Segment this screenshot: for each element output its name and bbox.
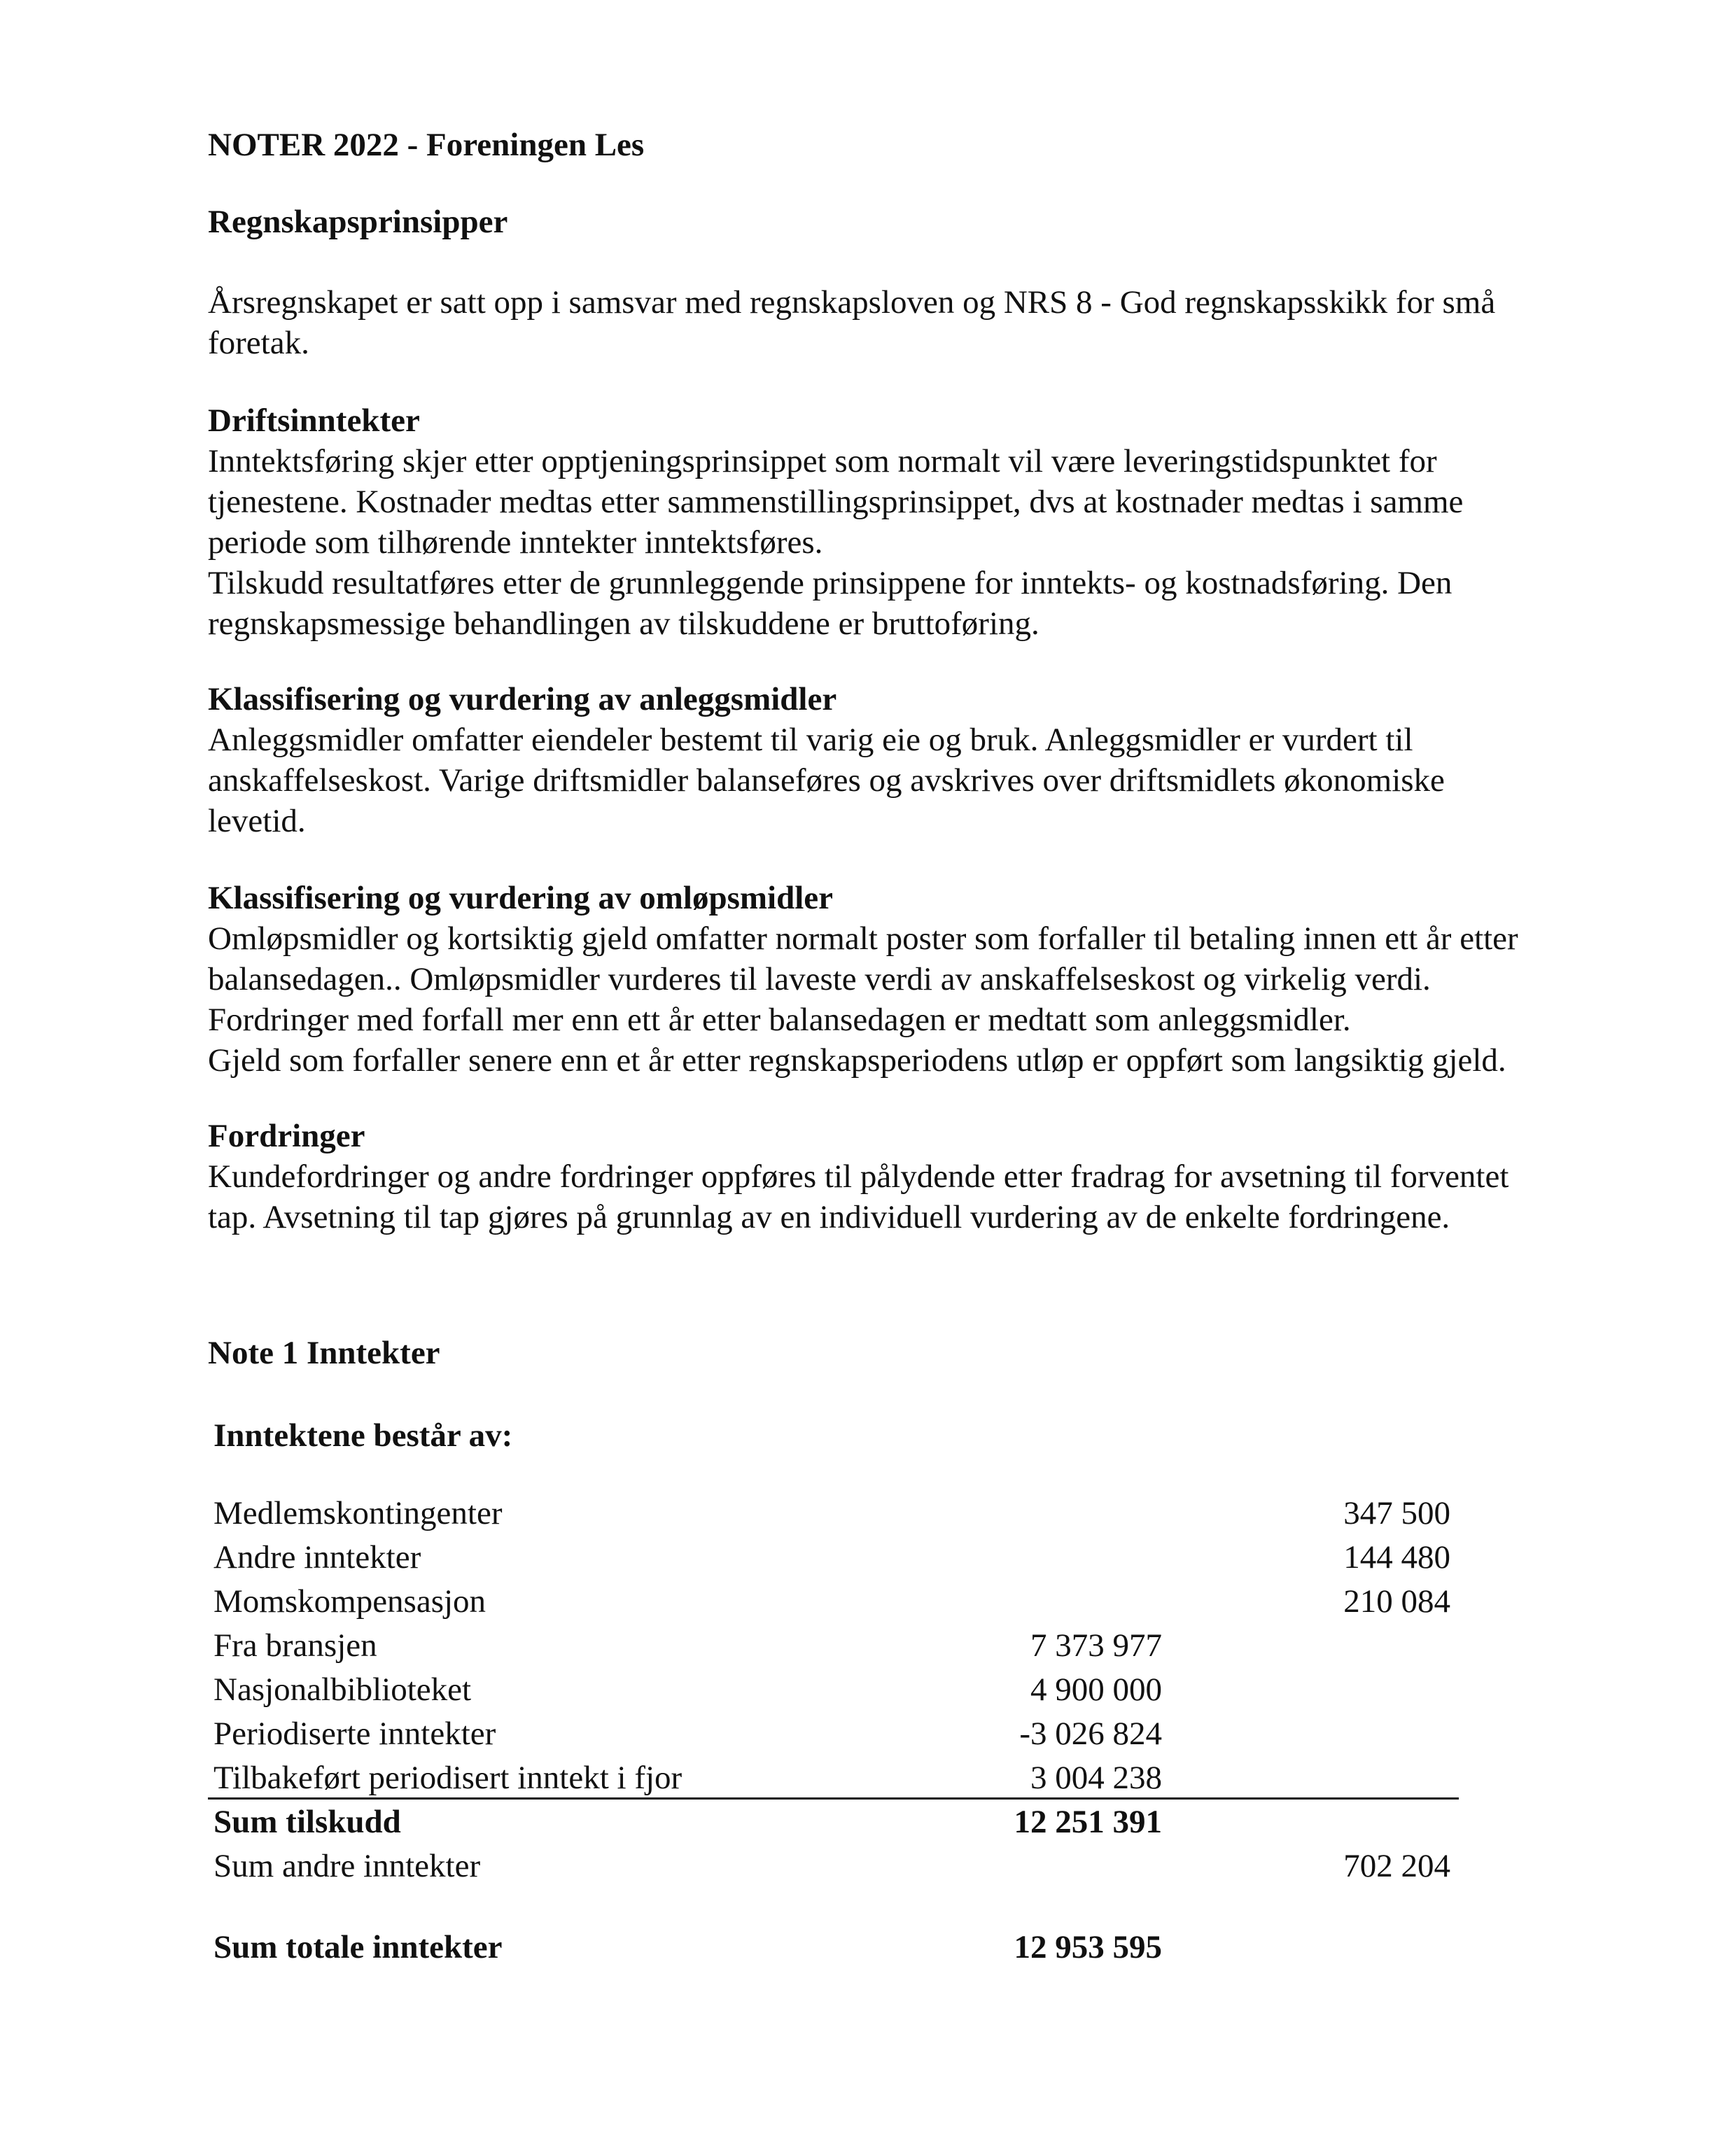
table-row-grant-value: 7 373 977 <box>1030 1627 1162 1664</box>
sum-total-value: 12 953 595 <box>1014 1929 1162 1965</box>
paragraph-line: Inntektsføring skjer etter opptjeningsprinsippet som normalt vil være leveringstidspunktet for <box>208 443 1437 479</box>
paragraph-line: tap. Avsetning til tap gjøres på grunnlag av en individuell vurdering av de enkelte fordringene. <box>208 1199 1450 1235</box>
table-row-label: Fra bransjen <box>214 1627 377 1664</box>
table-row-label: Momskompensasjon <box>214 1583 486 1620</box>
paragraph-line: Gjeld som forfaller senere enn et år etter regnskapsperiodens utløp er oppført som langsiktig gjeld. <box>208 1042 1506 1079</box>
document-title: NOTER 2022 - Foreningen Les <box>208 127 645 163</box>
paragraph-line: tjenestene. Kostnader medtas etter sammenstillingsprinsippet, dvs at kostnader medtas i samme <box>208 484 1464 520</box>
table-row-other-value: 347 500 <box>1343 1495 1450 1531</box>
paragraph-line: levetid. <box>208 803 306 839</box>
sum-other-label: Sum andre inntekter <box>214 1848 481 1884</box>
section-heading-principles: Regnskapsprinsipper <box>208 204 508 240</box>
note-subtitle: Inntektene består av: <box>214 1417 513 1454</box>
sum-grants-value: 12 251 391 <box>1014 1804 1162 1840</box>
table-row-other-value: 144 480 <box>1343 1539 1450 1576</box>
table-divider <box>208 1797 1459 1800</box>
table-row-label: Medlemskontingenter <box>214 1495 503 1531</box>
table-row-label: Periodiserte inntekter <box>214 1716 496 1752</box>
table-row-grant-value: 3 004 238 <box>1030 1760 1162 1796</box>
paragraph-line: foretak. <box>208 325 309 361</box>
table-row-label: Tilbakeført periodisert inntekt i fjor <box>214 1760 682 1796</box>
paragraph-line: Fordringer med forfall mer enn ett år etter balansedagen er medtatt som anleggsmidler. <box>208 1002 1351 1038</box>
paragraph-line: Årsregnskapet er satt opp i samsvar med regnskapsloven og NRS 8 - God regnskapsskikk for små <box>208 284 1496 321</box>
sum-other-value: 702 204 <box>1343 1848 1450 1884</box>
section-heading-fixed-assets: Klassifisering og vurdering av anleggsmidler <box>208 681 837 717</box>
note-title: Note 1 Inntekter <box>208 1335 440 1371</box>
table-row-grant-value: 4 900 000 <box>1030 1671 1162 1708</box>
section-heading-receivables: Fordringer <box>208 1118 365 1154</box>
table-row-label: Nasjonalbiblioteket <box>214 1671 472 1708</box>
table-row-other-value: 210 084 <box>1343 1583 1450 1620</box>
paragraph-line: Anleggsmidler omfatter eiendeler bestemt til varig eie og bruk. Anleggsmidler er vurdert til <box>208 722 1413 758</box>
paragraph-line: anskaffelseskost. Varige driftsmidler balanseføres og avskrives over driftsmidlets økonomiske <box>208 762 1445 799</box>
paragraph-line: Omløpsmidler og kortsiktig gjeld omfatter normalt poster som forfaller til betaling innen ett år etter <box>208 920 1518 957</box>
sum-total-label: Sum totale inntekter <box>214 1929 503 1965</box>
table-row-grant-value: -3 026 824 <box>1019 1716 1162 1752</box>
paragraph-line: Kundefordringer og andre fordringer oppføres til pålydende etter fradrag for avsetning til forventet <box>208 1158 1509 1195</box>
paragraph-line: periode som tilhørende inntekter inntektsføres. <box>208 524 823 561</box>
paragraph-line: regnskapsmessige behandlingen av tilskuddene er bruttoføring. <box>208 605 1040 642</box>
table-row-label: Andre inntekter <box>214 1539 421 1576</box>
section-heading-revenue: Driftsinntekter <box>208 402 420 439</box>
sum-grants-label: Sum tilskudd <box>214 1804 401 1840</box>
paragraph-line: Tilskudd resultatføres etter de grunnleggende prinsippene for inntekts- og kostnadsføring. Den <box>208 565 1452 601</box>
paragraph-line: balansedagen.. Omløpsmidler vurderes til laveste verdi av anskaffelseskost og virkelig verdi. <box>208 961 1431 997</box>
section-heading-current-assets: Klassifisering og vurdering av omløpsmidler <box>208 880 833 916</box>
